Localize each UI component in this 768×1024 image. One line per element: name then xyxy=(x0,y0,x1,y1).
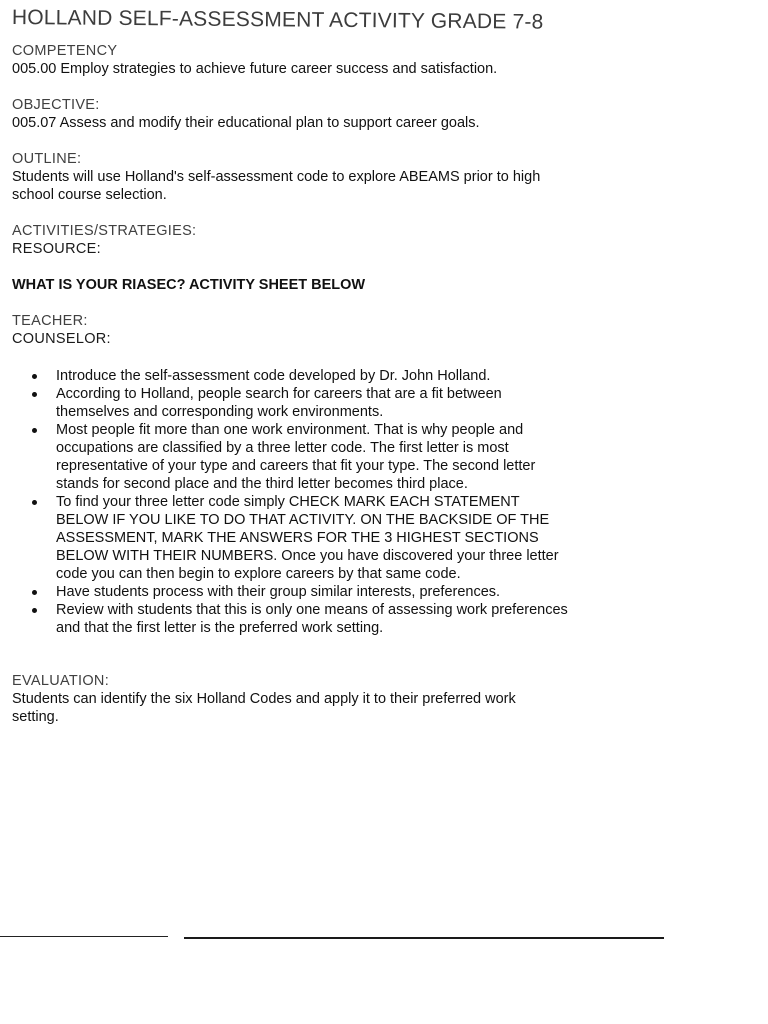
footer-rule-left xyxy=(0,936,168,937)
objective-text: 005.07 Assess and modify their educational plan to support career goals. xyxy=(12,115,480,131)
outline-section xyxy=(12,150,557,204)
bullet-icon xyxy=(32,392,37,397)
list-item-text: Review with students that this is only one means of assessing work preferences and that the first letter is the preferred work setting. xyxy=(56,602,568,636)
list-item-text: Most people fit more than one work environment. That is why people and occupations are classified by a three letter code. The first letter is most representative of your type and careers that fit your type. The second letter stands for second place and the third letter becomes third place. xyxy=(56,422,536,492)
document-title: HOLLAND SELF-ASSESSMENT ACTIVITY GRADE 7-8 xyxy=(11,6,544,34)
evaluation-section xyxy=(12,672,547,726)
competency-heading: COMPETENCY xyxy=(12,43,118,59)
activities-heading: ACTIVITIES/STRATEGIES: xyxy=(12,223,197,239)
list-item xyxy=(30,367,570,385)
competency-section xyxy=(12,42,572,78)
list-item xyxy=(30,601,570,637)
list-item-text: Have students process with their group similar interests, preferences. xyxy=(56,584,501,600)
outline-text: Students will use Holland's self-assessment code to explore ABEAMS prior to high school course selection. xyxy=(12,169,541,203)
bullet-icon xyxy=(32,428,37,433)
instruction-list xyxy=(30,367,570,637)
list-item-text: To find your three letter code simply CHECK MARK EACH STATEMENT BELOW IF YOU LIKE TO DO THAT ACTIVITY. ON THE BACKSIDE OF THE ASSESSMENT, MARK THE ANSWERS FOR THE 3 HIGHEST SECTIONS BELOW WITH THEIR NUMBERS. Once you have discovered your three letter code you can then begin to explore careers by that same code. xyxy=(56,494,559,582)
staff-section xyxy=(12,312,572,348)
list-item xyxy=(30,493,570,583)
objective-heading: OBJECTIVE: xyxy=(12,97,100,113)
list-item-text: According to Holland, people search for careers that are a fit between themselves and corresponding work environments. xyxy=(56,386,502,420)
counselor-heading: COUNSELOR: xyxy=(12,331,111,347)
evaluation-text: Students can identify the six Holland Codes and apply it to their preferred work setting. xyxy=(12,691,516,725)
bullet-icon xyxy=(32,500,37,505)
teacher-heading: TEACHER: xyxy=(12,313,88,329)
outline-heading: OUTLINE: xyxy=(12,151,82,167)
resource-heading: RESOURCE: xyxy=(12,241,101,257)
bullet-icon xyxy=(32,374,37,379)
activity-sheet-label: WHAT IS YOUR RIASEC? ACTIVITY SHEET BELOW xyxy=(12,277,366,293)
objective-section xyxy=(12,96,572,132)
bullet-icon xyxy=(32,608,37,613)
activities-section xyxy=(12,222,572,258)
evaluation-heading: EVALUATION: xyxy=(12,673,110,689)
activity-sheet-label-block xyxy=(12,276,572,294)
list-item xyxy=(30,385,570,421)
list-item xyxy=(30,421,570,493)
footer-rule-right xyxy=(184,937,664,939)
list-item-text: Introduce the self-assessment code developed by Dr. John Holland. xyxy=(56,368,491,384)
list-item xyxy=(30,583,570,601)
bullet-icon xyxy=(32,590,37,595)
competency-text: 005.00 Employ strategies to achieve future career success and satisfaction. xyxy=(12,61,498,77)
